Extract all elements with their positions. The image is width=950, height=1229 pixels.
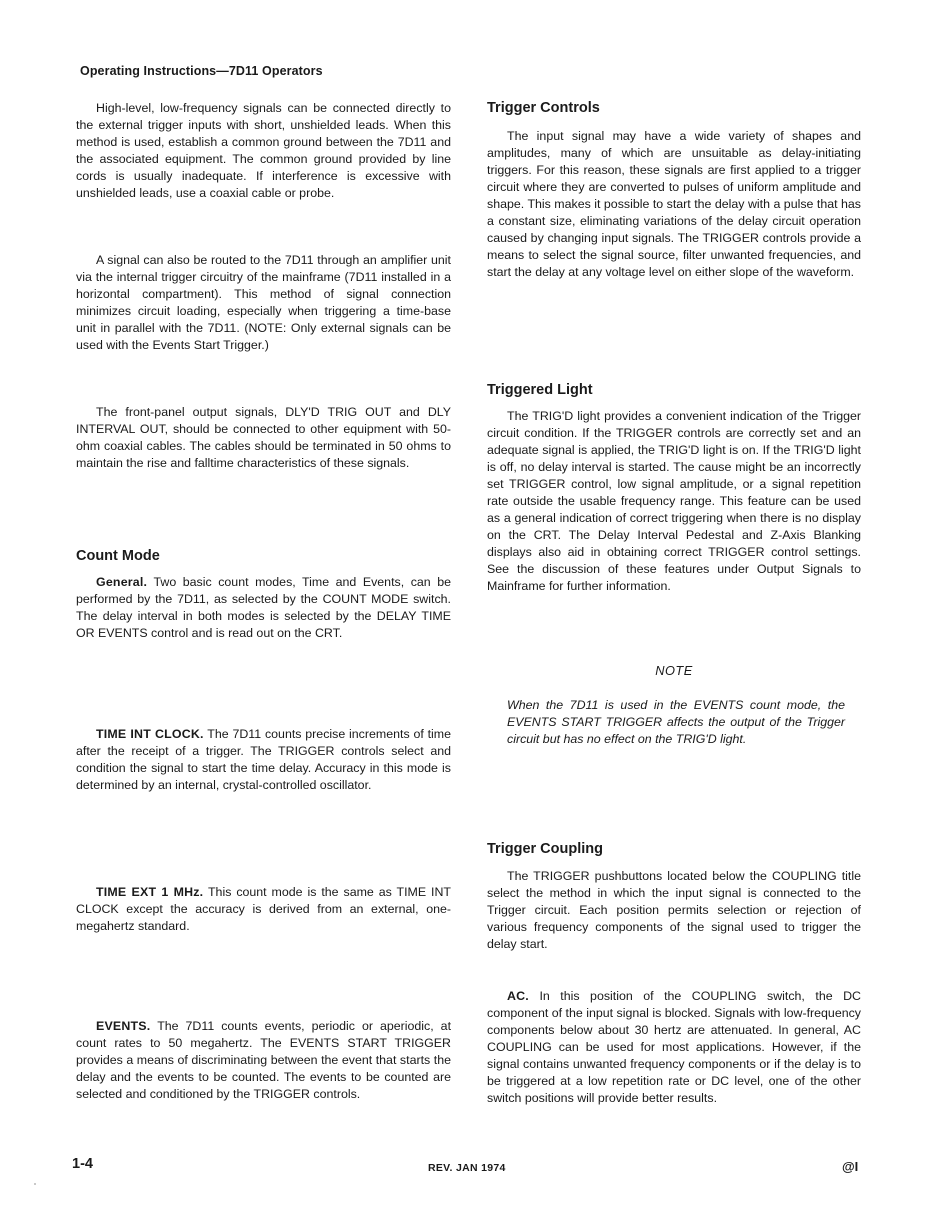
heading-trigger-coupling: Trigger Coupling xyxy=(487,841,603,857)
lead-events: EVENTS. xyxy=(96,1019,151,1033)
text-ac: In this position of the COUPLING switch, the DC component of the input signal is blocked. Signals with low-frequency components below about 30 hertz are attenuated. In general, AC COUPLING can be used for most applications. However, if the signal contains unwanted frequency components or if the delay is to be triggered at a low repetition rate or DC level, one of the other switch positions will provide better results. xyxy=(487,989,861,1105)
revision-mark-icon: @I xyxy=(842,1159,859,1174)
text-general: Two basic count modes, Time and Events, can be performed by the 7D11, as selected by the COUNT MODE switch. The delay interval in both modes is selected by the DELAY TIME OR EVENTS control and is read out on the CRT. xyxy=(76,575,451,640)
text-time-ext-1mhz: This count mode is the same as TIME INT CLOCK except the accuracy is derived from an external, one-megahertz standard. xyxy=(76,885,451,933)
paragraph-internal-trigger-routing: A signal can also be routed to the 7D11 through an amplifier unit via the internal trigger circuitry of the mainframe (7D11 installed in a horizontal compartment). This method of signal connection minimizes circuit loading, especially when triggering a time-base unit in parallel with the 7D11. (NOTE: Only external signals can be used with the Events Start Trigger.) xyxy=(76,253,451,352)
lead-general: General. xyxy=(96,575,148,589)
lead-time-int-clock: TIME INT CLOCK. xyxy=(96,727,204,741)
running-head: Operating Instructions—7D11 Operators xyxy=(80,64,323,78)
lead-time-ext-1mhz: TIME EXT 1 MHz. xyxy=(96,885,204,899)
note-title: NOTE xyxy=(655,663,693,678)
paragraph-time-int-clock xyxy=(76,726,451,794)
heading-count-mode: Count Mode xyxy=(76,548,160,564)
paragraph-count-mode-general xyxy=(76,574,451,642)
lead-ac: AC. xyxy=(507,989,529,1003)
text-events: The 7D11 counts events, periodic or aperiodic, at count rates to 50 megahertz. The EVENTS START TRIGGER provides a means of discriminating between the event that starts the delay and the events to be counted. The events to be counted are selected and conditioned by the TRIGGER controls. xyxy=(76,1019,452,1101)
heading-triggered-light: Triggered Light xyxy=(487,382,593,398)
heading-trigger-controls: Trigger Controls xyxy=(487,100,600,116)
text-time-int-clock: The 7D11 counts precise increments of time after the receipt of a trigger. The TRIGGER controls select and condition the signal to start the time delay. Accuracy in this mode is determined by an internal, crystal-controlled oscillator. xyxy=(76,727,452,792)
scan-speck xyxy=(34,1183,36,1185)
paragraph-events xyxy=(76,1018,451,1103)
paragraph-ac-coupling xyxy=(487,988,861,1107)
paragraph-time-ext-1mhz xyxy=(76,884,451,935)
paragraph-trigger-controls: The input signal may have a wide variety of shapes and amplitudes, many of which are unsuitable as delay-initiating triggers. For this reason, these signals are first applied to a trigger circuit where they are converted to pulses of uniform amplitude and shape. This makes it possible to start the delay with a pulse that has a constant size, eliminating variations of the delay circuit operation caused by changing input signals. The TRIGGER controls provide a means to select the signal source, filter unwanted frequencies, and start the delay at any voltage level on either slope of the waveform. xyxy=(487,129,861,279)
paragraph-external-trigger-leads: High-level, low-frequency signals can be connected directly to the external trigger inputs with short, unshielded leads. When this method is used, establish a common ground between the 7D11 and the associated equipment. The common ground provided by line cords is usually inadequate. If interference is excessive with unshielded leads, use a coaxial cable or probe. xyxy=(76,101,451,200)
paragraph-front-panel-outputs: The front-panel output signals, DLY'D TRIG OUT and DLY INTERVAL OUT, should be connected to other equipment with 50-ohm coaxial cables. The cables should be terminated in 50 ohms to maintain the rise and falltime characteristics of these signals. xyxy=(76,405,451,470)
paragraph-trigger-coupling: The TRIGGER pushbuttons located below the COUPLING title select the method in which the input signal is connected to the Trigger circuit. Each position permits selection or rejection of various frequency components of the signal used to trigger the delay start. xyxy=(487,869,861,951)
page-number: 1-4 xyxy=(72,1156,93,1172)
revision-date: REV. JAN 1974 xyxy=(428,1162,506,1174)
paragraph-triggered-light: The TRIG'D light provides a convenient indication of the Trigger circuit condition. If the TRIGGER controls are correctly set and an adequate signal is applied, the TRIG'D light is on. If the TRIG'D light is off, no delay interval is started. The cause might be an incorrectly set TRIGGER control, low signal amplitude, or a signal repetition rate outside the usable frequency range. This feature can be used as a general indication of correct triggering when there is no display on the CRT. The Delay Interval Pedestal and Z-Axis Blanking displays also aid in obtaining correct TRIGGER control settings. See the discussion of these features under Output Signals to Mainframe for further information. xyxy=(487,409,861,593)
note-body: When the 7D11 is used in the EVENTS count mode, the EVENTS START TRIGGER affects the output of the Trigger circuit but has no effect on the TRIG'D light. xyxy=(507,698,845,746)
